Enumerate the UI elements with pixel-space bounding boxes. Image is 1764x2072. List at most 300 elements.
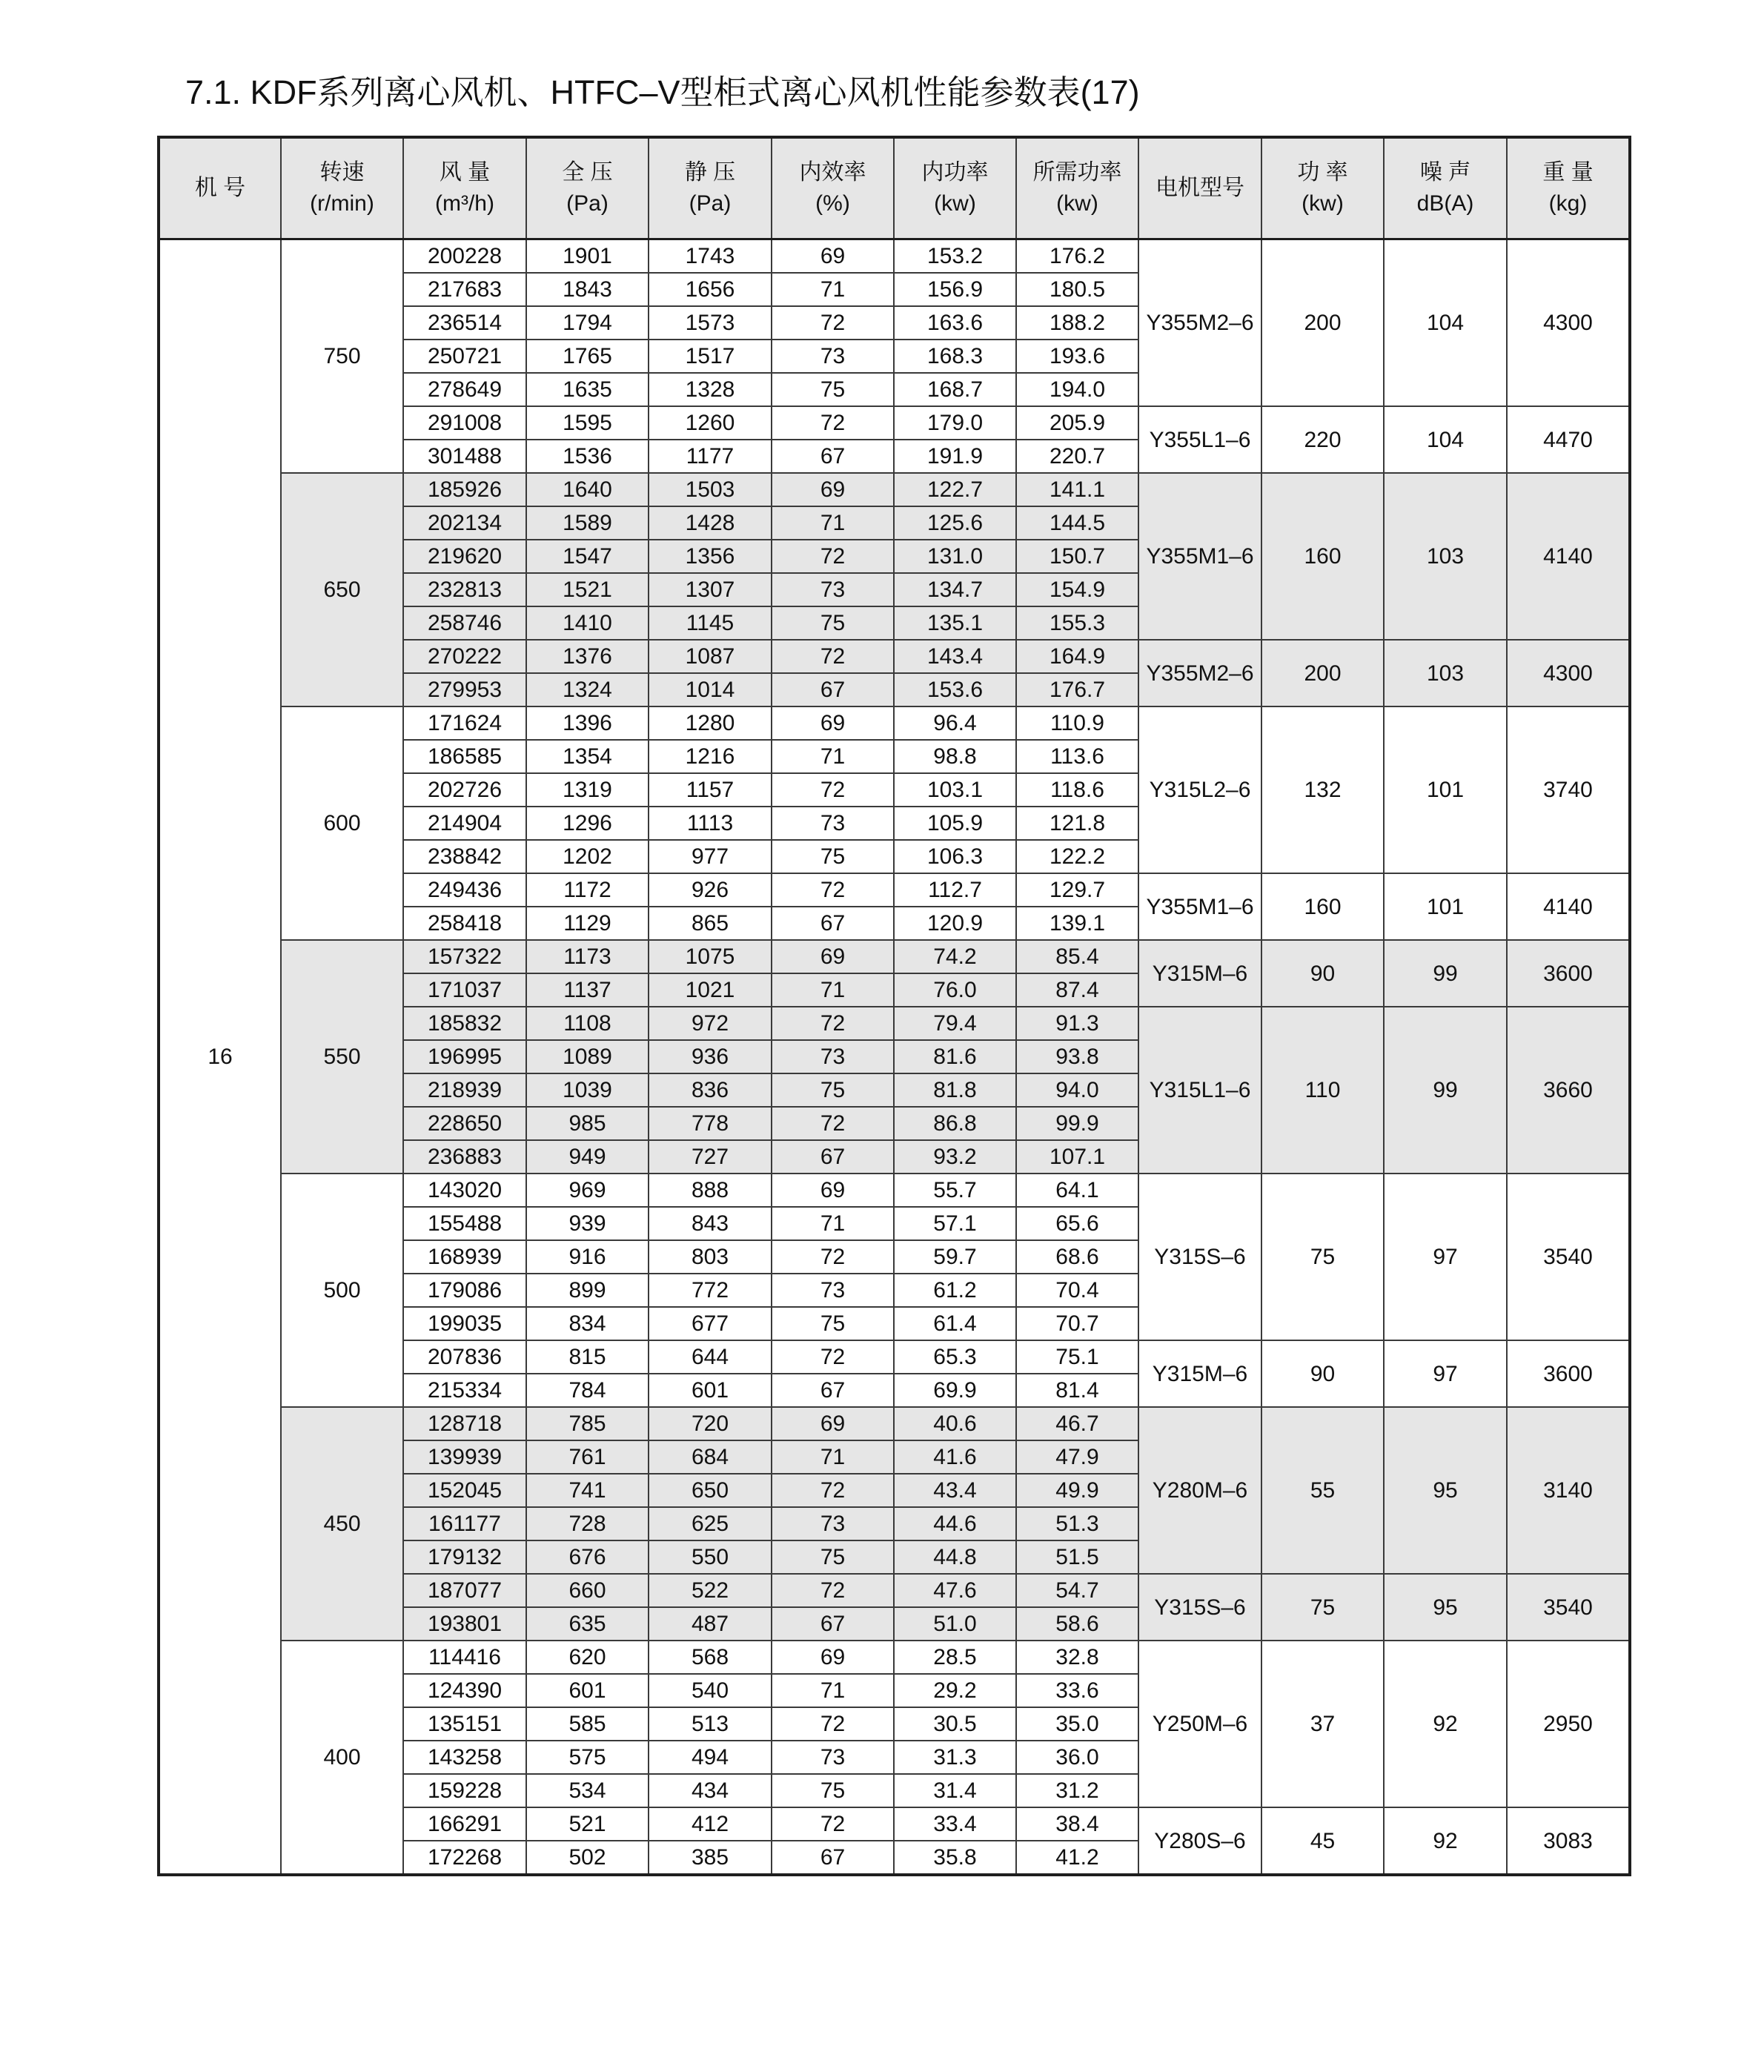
motor-power-cell: 75: [1261, 1174, 1384, 1340]
required-power-cell: 122.2: [1016, 840, 1138, 873]
internal-power-cell: 105.9: [894, 807, 1016, 840]
required-power-cell: 220.7: [1016, 440, 1138, 473]
column-header-label: 机 号: [194, 176, 246, 200]
motor-model-cell: Y315L1–6: [1138, 1007, 1261, 1174]
required-power-cell: 139.1: [1016, 907, 1138, 940]
total-pressure-cell: 1324: [526, 673, 649, 706]
column-header-label: 风 量: [439, 160, 491, 185]
column-header: [281, 137, 403, 239]
speed-cell: 400: [281, 1641, 403, 1875]
required-power-cell: 118.6: [1016, 773, 1138, 807]
airflow-cell: 159228: [403, 1774, 526, 1807]
airflow-cell: 196995: [403, 1040, 526, 1073]
internal-power-cell: 61.4: [894, 1307, 1016, 1340]
noise-level-cell: 104: [1384, 239, 1507, 407]
airflow-cell: 139939: [403, 1440, 526, 1474]
motor-power-cell: 90: [1261, 940, 1384, 1007]
airflow-cell: 270222: [403, 640, 526, 673]
motor-power-cell: 200: [1261, 239, 1384, 407]
total-pressure-cell: 916: [526, 1240, 649, 1274]
static-pressure-cell: 522: [649, 1574, 772, 1607]
motor-model-cell: Y355M2–6: [1138, 640, 1261, 706]
motor-power-cell: 45: [1261, 1807, 1384, 1875]
column-header-unit: (Pa): [689, 191, 732, 216]
efficiency-cell: 69: [772, 1174, 894, 1207]
airflow-cell: 238842: [403, 840, 526, 873]
weight-cell: 3600: [1507, 1340, 1630, 1407]
efficiency-cell: 71: [772, 740, 894, 773]
total-pressure-cell: 1536: [526, 440, 649, 473]
efficiency-cell: 72: [772, 406, 894, 440]
column-header-unit: (Pa): [566, 191, 609, 216]
airflow-cell: 232813: [403, 573, 526, 606]
static-pressure-cell: 1177: [649, 440, 772, 473]
airflow-cell: 217683: [403, 273, 526, 306]
total-pressure-cell: 1202: [526, 840, 649, 873]
efficiency-cell: 73: [772, 573, 894, 606]
motor-power-cell: 220: [1261, 406, 1384, 473]
required-power-cell: 68.6: [1016, 1240, 1138, 1274]
efficiency-cell: 75: [772, 1774, 894, 1807]
efficiency-cell: 67: [772, 1374, 894, 1407]
efficiency-cell: 71: [772, 1207, 894, 1240]
static-pressure-cell: 677: [649, 1307, 772, 1340]
total-pressure-cell: 985: [526, 1107, 649, 1140]
airflow-cell: 202134: [403, 506, 526, 540]
internal-power-cell: 47.6: [894, 1574, 1016, 1607]
required-power-cell: 65.6: [1016, 1207, 1138, 1240]
internal-power-cell: 43.4: [894, 1474, 1016, 1507]
column-header-label: 转速: [319, 160, 365, 185]
airflow-cell: 301488: [403, 440, 526, 473]
internal-power-cell: 51.0: [894, 1607, 1016, 1641]
weight-cell: 3660: [1507, 1007, 1630, 1174]
speed-cell: 500: [281, 1174, 403, 1407]
airflow-cell: 214904: [403, 807, 526, 840]
required-power-cell: 54.7: [1016, 1574, 1138, 1607]
internal-power-cell: 143.4: [894, 640, 1016, 673]
speed-cell: 750: [281, 239, 403, 474]
column-header-unit: (kw): [1302, 191, 1344, 216]
total-pressure-cell: 1173: [526, 940, 649, 973]
internal-power-cell: 179.0: [894, 406, 1016, 440]
static-pressure-cell: 1216: [649, 740, 772, 773]
internal-power-cell: 103.1: [894, 773, 1016, 807]
static-pressure-cell: 727: [649, 1140, 772, 1174]
total-pressure-cell: 575: [526, 1741, 649, 1774]
airflow-cell: 185832: [403, 1007, 526, 1040]
noise-level-cell: 97: [1384, 1174, 1507, 1340]
airflow-cell: 171037: [403, 973, 526, 1007]
table-row: [159, 239, 1630, 274]
internal-power-cell: 96.4: [894, 706, 1016, 740]
required-power-cell: 205.9: [1016, 406, 1138, 440]
weight-cell: 3600: [1507, 940, 1630, 1007]
internal-power-cell: 112.7: [894, 873, 1016, 907]
required-power-cell: 87.4: [1016, 973, 1138, 1007]
internal-power-cell: 153.2: [894, 239, 1016, 274]
efficiency-cell: 71: [772, 1674, 894, 1707]
required-power-cell: 94.0: [1016, 1073, 1138, 1107]
speed-cell: 600: [281, 706, 403, 940]
internal-power-cell: 79.4: [894, 1007, 1016, 1040]
static-pressure-cell: 1307: [649, 573, 772, 606]
efficiency-cell: 69: [772, 1407, 894, 1440]
airflow-cell: 202726: [403, 773, 526, 807]
efficiency-cell: 73: [772, 340, 894, 373]
noise-level-cell: 99: [1384, 940, 1507, 1007]
column-header-label: 内功率: [921, 160, 989, 185]
static-pressure-cell: 1021: [649, 973, 772, 1007]
internal-power-cell: 81.6: [894, 1040, 1016, 1073]
static-pressure-cell: 1573: [649, 306, 772, 340]
required-power-cell: 193.6: [1016, 340, 1138, 373]
column-header-unit: (m³/h): [435, 191, 494, 216]
required-power-cell: 70.7: [1016, 1307, 1138, 1340]
weight-cell: 3083: [1507, 1807, 1630, 1875]
efficiency-cell: 73: [772, 1040, 894, 1073]
required-power-cell: 180.5: [1016, 273, 1138, 306]
table-row: [159, 1641, 1630, 1674]
airflow-cell: 219620: [403, 540, 526, 573]
internal-power-cell: 29.2: [894, 1674, 1016, 1707]
internal-power-cell: 44.8: [894, 1540, 1016, 1574]
noise-level-cell: 103: [1384, 640, 1507, 706]
airflow-cell: 279953: [403, 673, 526, 706]
total-pressure-cell: 1376: [526, 640, 649, 673]
speed-cell: 450: [281, 1407, 403, 1641]
airflow-cell: 187077: [403, 1574, 526, 1607]
required-power-cell: 176.7: [1016, 673, 1138, 706]
efficiency-cell: 75: [772, 606, 894, 640]
machine-no-cell: 16: [159, 239, 281, 1876]
column-header-label: 静 压: [684, 160, 736, 185]
total-pressure-cell: 502: [526, 1841, 649, 1875]
efficiency-cell: 67: [772, 1140, 894, 1174]
static-pressure-cell: 836: [649, 1073, 772, 1107]
column-header-label: 功 率: [1297, 160, 1348, 185]
motor-power-cell: 75: [1261, 1574, 1384, 1641]
static-pressure-cell: 550: [649, 1540, 772, 1574]
motor-model-cell: Y355M1–6: [1138, 873, 1261, 940]
internal-power-cell: 120.9: [894, 907, 1016, 940]
internal-power-cell: 69.9: [894, 1374, 1016, 1407]
internal-power-cell: 93.2: [894, 1140, 1016, 1174]
required-power-cell: 47.9: [1016, 1440, 1138, 1474]
static-pressure-cell: 650: [649, 1474, 772, 1507]
total-pressure-cell: 1410: [526, 606, 649, 640]
weight-cell: 3540: [1507, 1574, 1630, 1641]
motor-model-cell: Y315L2–6: [1138, 706, 1261, 873]
internal-power-cell: 191.9: [894, 440, 1016, 473]
required-power-cell: 81.4: [1016, 1374, 1138, 1407]
column-header-unit: (kg): [1548, 191, 1588, 216]
airflow-cell: 171624: [403, 706, 526, 740]
weight-cell: 4140: [1507, 873, 1630, 940]
static-pressure-cell: 625: [649, 1507, 772, 1540]
efficiency-cell: 73: [772, 1274, 894, 1307]
static-pressure-cell: 1145: [649, 606, 772, 640]
required-power-cell: 58.6: [1016, 1607, 1138, 1641]
total-pressure-cell: 1589: [526, 506, 649, 540]
static-pressure-cell: 1260: [649, 406, 772, 440]
column-header: [403, 137, 526, 239]
required-power-cell: 121.8: [1016, 807, 1138, 840]
column-header: [649, 137, 772, 239]
total-pressure-cell: 1108: [526, 1007, 649, 1040]
internal-power-cell: 65.3: [894, 1340, 1016, 1374]
noise-level-cell: 92: [1384, 1807, 1507, 1875]
weight-cell: 4300: [1507, 640, 1630, 706]
required-power-cell: 129.7: [1016, 873, 1138, 907]
total-pressure-cell: 1172: [526, 873, 649, 907]
internal-power-cell: 31.3: [894, 1741, 1016, 1774]
static-pressure-cell: 540: [649, 1674, 772, 1707]
efficiency-cell: 71: [772, 1440, 894, 1474]
efficiency-cell: 69: [772, 940, 894, 973]
required-power-cell: 164.9: [1016, 640, 1138, 673]
internal-power-cell: 30.5: [894, 1707, 1016, 1741]
required-power-cell: 85.4: [1016, 940, 1138, 973]
noise-level-cell: 104: [1384, 406, 1507, 473]
static-pressure-cell: 972: [649, 1007, 772, 1040]
weight-cell: 4470: [1507, 406, 1630, 473]
motor-model-cell: Y355M2–6: [1138, 239, 1261, 407]
required-power-cell: 194.0: [1016, 373, 1138, 406]
total-pressure-cell: 939: [526, 1207, 649, 1240]
internal-power-cell: 59.7: [894, 1240, 1016, 1274]
total-pressure-cell: 1521: [526, 573, 649, 606]
airflow-cell: 135151: [403, 1707, 526, 1741]
table-row: [159, 940, 1630, 973]
required-power-cell: 75.1: [1016, 1340, 1138, 1374]
required-power-cell: 49.9: [1016, 1474, 1138, 1507]
required-power-cell: 188.2: [1016, 306, 1138, 340]
total-pressure-cell: 1039: [526, 1073, 649, 1107]
total-pressure-cell: 741: [526, 1474, 649, 1507]
total-pressure-cell: 635: [526, 1607, 649, 1641]
airflow-cell: 291008: [403, 406, 526, 440]
static-pressure-cell: 778: [649, 1107, 772, 1140]
column-header-label: 电机型号: [1155, 176, 1244, 200]
internal-power-cell: 55.7: [894, 1174, 1016, 1207]
static-pressure-cell: 1356: [649, 540, 772, 573]
static-pressure-cell: 644: [649, 1340, 772, 1374]
airflow-cell: 179086: [403, 1274, 526, 1307]
total-pressure-cell: 1129: [526, 907, 649, 940]
required-power-cell: 33.6: [1016, 1674, 1138, 1707]
internal-power-cell: 122.7: [894, 473, 1016, 506]
page-title: 7.1. KDF系列离心风机、HTFC–V型柜式离心风机性能参数表(17): [185, 73, 1140, 111]
total-pressure-cell: 1843: [526, 273, 649, 306]
speed-cell: 550: [281, 940, 403, 1174]
required-power-cell: 31.2: [1016, 1774, 1138, 1807]
column-header: [1384, 137, 1507, 239]
column-header-label: 噪 声: [1419, 160, 1471, 185]
total-pressure-cell: 1794: [526, 306, 649, 340]
column-header-label: 所需功率: [1032, 160, 1122, 185]
airflow-cell: 172268: [403, 1841, 526, 1875]
airflow-cell: 258746: [403, 606, 526, 640]
total-pressure-cell: 834: [526, 1307, 649, 1340]
static-pressure-cell: 1113: [649, 807, 772, 840]
static-pressure-cell: 1087: [649, 640, 772, 673]
column-header: [159, 137, 281, 239]
internal-power-cell: 168.7: [894, 373, 1016, 406]
required-power-cell: 70.4: [1016, 1274, 1138, 1307]
total-pressure-cell: 1089: [526, 1040, 649, 1073]
total-pressure-cell: 521: [526, 1807, 649, 1841]
static-pressure-cell: 494: [649, 1741, 772, 1774]
efficiency-cell: 73: [772, 1507, 894, 1540]
column-header-label: 全 压: [562, 160, 613, 185]
airflow-cell: 155488: [403, 1207, 526, 1240]
efficiency-cell: 69: [772, 1641, 894, 1674]
column-header-unit: (kw): [1056, 191, 1098, 216]
motor-power-cell: 132: [1261, 706, 1384, 873]
internal-power-cell: 28.5: [894, 1641, 1016, 1674]
airflow-cell: 157322: [403, 940, 526, 973]
static-pressure-cell: 803: [649, 1240, 772, 1274]
static-pressure-cell: 601: [649, 1374, 772, 1407]
internal-power-cell: 86.8: [894, 1107, 1016, 1140]
motor-power-cell: 160: [1261, 873, 1384, 940]
static-pressure-cell: 1503: [649, 473, 772, 506]
total-pressure-cell: 1319: [526, 773, 649, 807]
total-pressure-cell: 585: [526, 1707, 649, 1741]
internal-power-cell: 57.1: [894, 1207, 1016, 1240]
required-power-cell: 51.3: [1016, 1507, 1138, 1540]
airflow-cell: 185926: [403, 473, 526, 506]
internal-power-cell: 156.9: [894, 273, 1016, 306]
static-pressure-cell: 977: [649, 840, 772, 873]
efficiency-cell: 75: [772, 1540, 894, 1574]
airflow-cell: 200228: [403, 239, 526, 274]
noise-level-cell: 103: [1384, 473, 1507, 640]
column-header: [772, 137, 894, 239]
weight-cell: 2950: [1507, 1641, 1630, 1807]
weight-cell: 4140: [1507, 473, 1630, 640]
airflow-cell: 207836: [403, 1340, 526, 1374]
total-pressure-cell: 1765: [526, 340, 649, 373]
efficiency-cell: 69: [772, 239, 894, 274]
required-power-cell: 51.5: [1016, 1540, 1138, 1574]
total-pressure-cell: 676: [526, 1540, 649, 1574]
internal-power-cell: 106.3: [894, 840, 1016, 873]
efficiency-cell: 73: [772, 1741, 894, 1774]
internal-power-cell: 135.1: [894, 606, 1016, 640]
total-pressure-cell: 1547: [526, 540, 649, 573]
airflow-cell: 186585: [403, 740, 526, 773]
efficiency-cell: 72: [772, 1807, 894, 1841]
noise-level-cell: 101: [1384, 873, 1507, 940]
efficiency-cell: 72: [772, 306, 894, 340]
required-power-cell: 64.1: [1016, 1174, 1138, 1207]
table-row: [159, 473, 1630, 506]
efficiency-cell: 72: [772, 1340, 894, 1374]
total-pressure-cell: 1137: [526, 973, 649, 1007]
static-pressure-cell: 684: [649, 1440, 772, 1474]
internal-power-cell: 163.6: [894, 306, 1016, 340]
motor-model-cell: Y280S–6: [1138, 1807, 1261, 1875]
efficiency-cell: 72: [772, 1240, 894, 1274]
motor-power-cell: 90: [1261, 1340, 1384, 1407]
airflow-cell: 250721: [403, 340, 526, 373]
column-header: [1138, 137, 1261, 239]
static-pressure-cell: 720: [649, 1407, 772, 1440]
efficiency-cell: 71: [772, 506, 894, 540]
airflow-cell: 249436: [403, 873, 526, 907]
noise-level-cell: 95: [1384, 1407, 1507, 1574]
static-pressure-cell: 1075: [649, 940, 772, 973]
efficiency-cell: 75: [772, 373, 894, 406]
airflow-cell: 199035: [403, 1307, 526, 1340]
table-body: [159, 239, 1630, 1876]
performance-table: [157, 136, 1631, 1876]
noise-level-cell: 101: [1384, 706, 1507, 873]
efficiency-cell: 73: [772, 807, 894, 840]
motor-model-cell: Y355M1–6: [1138, 473, 1261, 640]
required-power-cell: 113.6: [1016, 740, 1138, 773]
efficiency-cell: 75: [772, 1073, 894, 1107]
internal-power-cell: 41.6: [894, 1440, 1016, 1474]
total-pressure-cell: 1595: [526, 406, 649, 440]
noise-level-cell: 95: [1384, 1574, 1507, 1641]
efficiency-cell: 67: [772, 907, 894, 940]
internal-power-cell: 134.7: [894, 573, 1016, 606]
motor-model-cell: Y315M–6: [1138, 940, 1261, 1007]
column-header: [526, 137, 649, 239]
table-row: [159, 1407, 1630, 1440]
efficiency-cell: 67: [772, 440, 894, 473]
motor-model-cell: Y315S–6: [1138, 1574, 1261, 1641]
airflow-cell: 124390: [403, 1674, 526, 1707]
column-header: [894, 137, 1016, 239]
static-pressure-cell: 926: [649, 873, 772, 907]
static-pressure-cell: 513: [649, 1707, 772, 1741]
required-power-cell: 155.3: [1016, 606, 1138, 640]
efficiency-cell: 72: [772, 1474, 894, 1507]
airflow-cell: 236883: [403, 1140, 526, 1174]
efficiency-cell: 72: [772, 873, 894, 907]
required-power-cell: 91.3: [1016, 1007, 1138, 1040]
column-header: [1261, 137, 1384, 239]
required-power-cell: 38.4: [1016, 1807, 1138, 1841]
required-power-cell: 107.1: [1016, 1140, 1138, 1174]
efficiency-cell: 72: [772, 1707, 894, 1741]
required-power-cell: 144.5: [1016, 506, 1138, 540]
airflow-cell: 114416: [403, 1641, 526, 1674]
required-power-cell: 154.9: [1016, 573, 1138, 606]
airflow-cell: 193801: [403, 1607, 526, 1641]
motor-model-cell: Y250M–6: [1138, 1641, 1261, 1807]
static-pressure-cell: 1157: [649, 773, 772, 807]
efficiency-cell: 69: [772, 473, 894, 506]
airflow-cell: 228650: [403, 1107, 526, 1140]
required-power-cell: 36.0: [1016, 1741, 1138, 1774]
airflow-cell: 143020: [403, 1174, 526, 1207]
required-power-cell: 41.2: [1016, 1841, 1138, 1875]
internal-power-cell: 98.8: [894, 740, 1016, 773]
total-pressure-cell: 601: [526, 1674, 649, 1707]
speed-cell: 650: [281, 473, 403, 706]
static-pressure-cell: 568: [649, 1641, 772, 1674]
motor-power-cell: 110: [1261, 1007, 1384, 1174]
static-pressure-cell: 1014: [649, 673, 772, 706]
required-power-cell: 35.0: [1016, 1707, 1138, 1741]
total-pressure-cell: 784: [526, 1374, 649, 1407]
noise-level-cell: 92: [1384, 1641, 1507, 1807]
